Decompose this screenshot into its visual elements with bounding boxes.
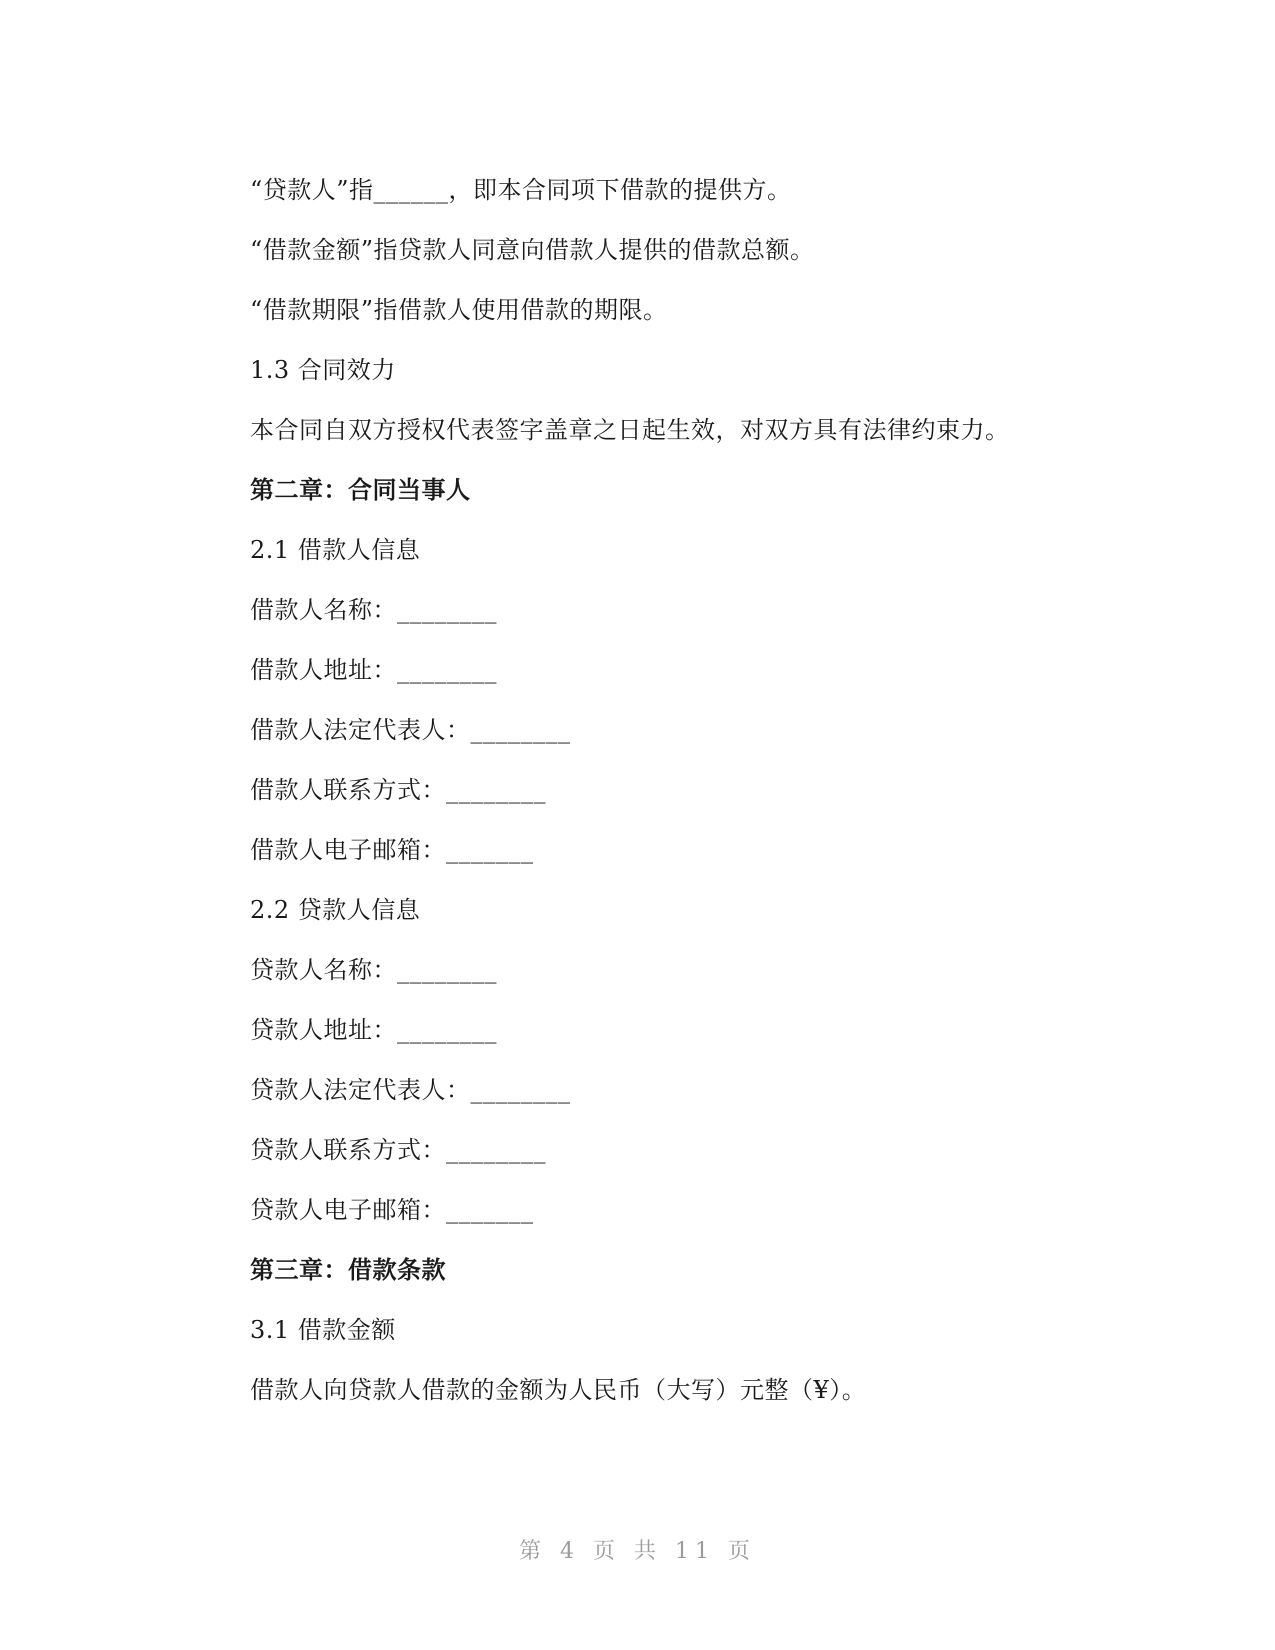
definition-lender: “贷款人”指______，即本合同项下借款的提供方。 xyxy=(250,176,792,204)
section-heading-3-1: 3.1 借款金额 xyxy=(250,1316,396,1344)
definition-loan-term: “借款期限”指借款人使用借款的期限。 xyxy=(250,296,668,324)
contract-effect-paragraph: 本合同自双方授权代表签字盖章之日起生效，对双方具有法律约束力。 xyxy=(250,416,1010,444)
lender-name-field: 贷款人名称：________ xyxy=(250,956,497,984)
loan-amount-paragraph: 借款人向贷款人借款的金额为人民币（大写）元整（¥）。 xyxy=(250,1376,867,1404)
lender-legal-rep-field: 贷款人法定代表人：________ xyxy=(250,1076,571,1104)
page-number-footer: 第 4 页 共 11 页 xyxy=(519,1539,756,1564)
chapter-heading-3: 第三章：借款条款 xyxy=(250,1256,446,1284)
borrower-name-field: 借款人名称：________ xyxy=(250,596,497,624)
lender-contact-field: 贷款人联系方式：________ xyxy=(250,1136,546,1164)
section-heading-1-3: 1.3 合同效力 xyxy=(250,356,396,384)
borrower-address-field: 借款人地址：________ xyxy=(250,656,497,684)
borrower-legal-rep-field: 借款人法定代表人：________ xyxy=(250,716,571,744)
borrower-contact-field: 借款人联系方式：________ xyxy=(250,776,546,804)
chapter-heading-2: 第二章：合同当事人 xyxy=(250,476,471,504)
lender-email-field: 贷款人电子邮箱：_______ xyxy=(250,1196,534,1224)
section-heading-2-2: 2.2 贷款人信息 xyxy=(250,896,421,924)
borrower-email-field: 借款人电子邮箱：_______ xyxy=(250,836,534,864)
section-heading-2-1: 2.1 借款人信息 xyxy=(250,536,421,564)
lender-address-field: 贷款人地址：________ xyxy=(250,1016,497,1044)
definition-loan-amount: “借款金额”指贷款人同意向借款人提供的借款总额。 xyxy=(250,236,815,264)
